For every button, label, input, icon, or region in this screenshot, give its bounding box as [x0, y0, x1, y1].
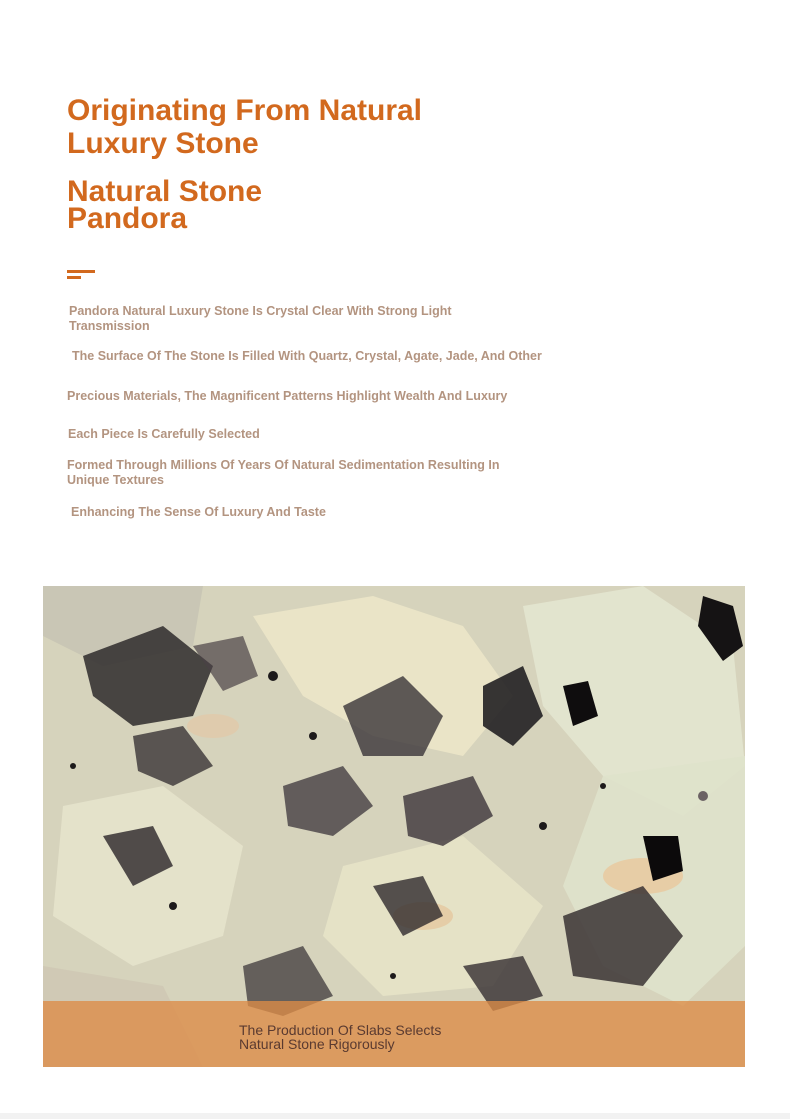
paragraph-sedimentation	[67, 458, 517, 488]
paragraph-transmission	[69, 304, 469, 334]
stone-texture	[43, 586, 745, 1067]
secondary-heading-line2: Pandora	[67, 202, 188, 235]
paragraph-surface: The Surface Of The Stone Is Filled With Quartz, Crystal, Agate, Jade, And Other	[72, 349, 542, 363]
paragraph-sedimentation-line2: Unique Textures	[67, 473, 165, 487]
accent-dash-long	[67, 270, 95, 273]
image-caption-line2: Natural Stone Rigorously	[239, 1036, 395, 1052]
primary-heading-line2: Luxury Stone	[67, 127, 259, 160]
image-caption-line1: The Production Of Slabs Selects	[239, 1022, 442, 1038]
paragraph-transmission-line2: Transmission	[69, 319, 150, 333]
accent-dash-short	[67, 276, 81, 279]
stone-slab-image	[43, 586, 745, 1067]
paragraph-selected: Each Piece Is Carefully Selected	[68, 427, 260, 441]
caption-band	[43, 1001, 745, 1067]
primary-heading-line1: Originating From Natural	[67, 94, 423, 127]
bottom-divider	[0, 1113, 790, 1119]
paragraph-luxury-taste: Enhancing The Sense Of Luxury And Taste	[71, 505, 326, 519]
secondary-heading	[67, 175, 263, 235]
secondary-heading-line1: Natural Stone	[67, 175, 263, 208]
paragraph-sedimentation-line1: Formed Through Millions Of Years Of Natural Sedimentation Resulting In	[67, 458, 500, 472]
paragraph-transmission-line1: Pandora Natural Luxury Stone Is Crystal Clear With Strong Light	[69, 304, 452, 318]
paragraph-materials: Precious Materials, The Magnificent Patterns Highlight Wealth And Luxury	[67, 389, 508, 403]
image-caption	[239, 1023, 441, 1051]
double-dash-accent-icon	[67, 270, 95, 282]
primary-heading	[67, 94, 422, 160]
